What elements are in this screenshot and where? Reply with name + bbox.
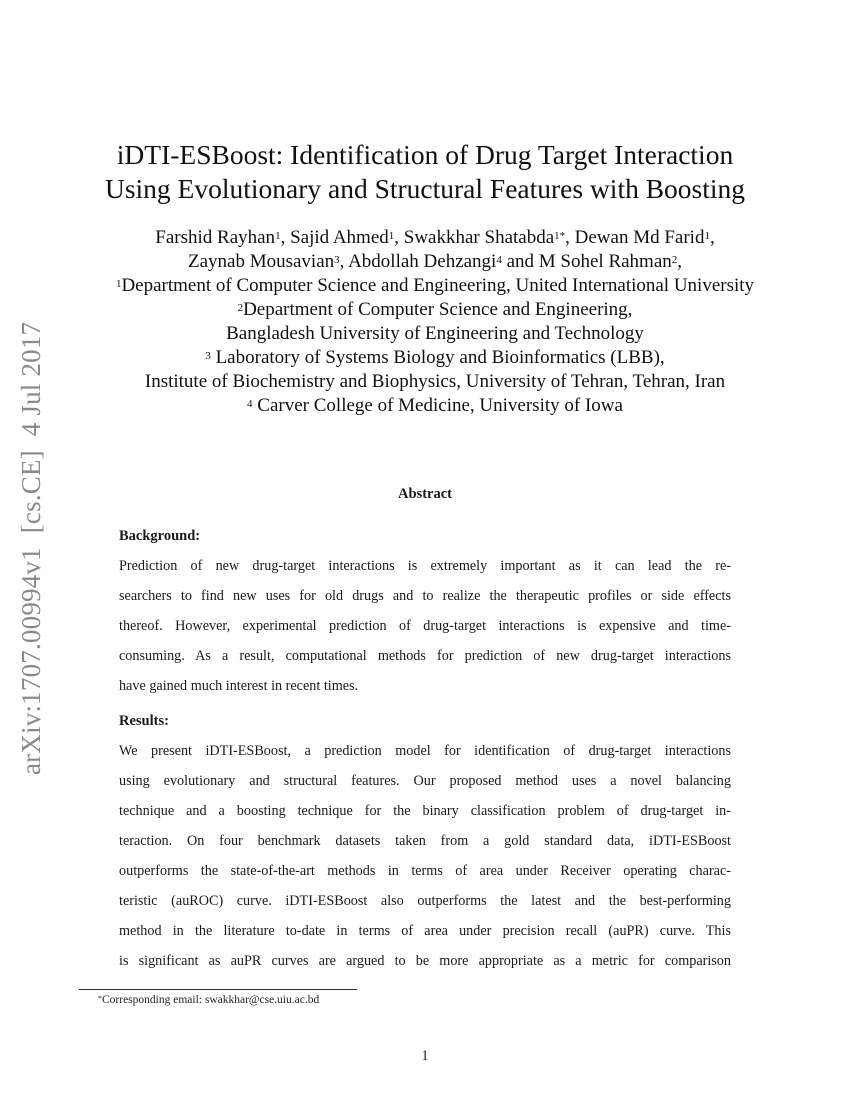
affiliation-text: Department of Computer Science and Engineering, bbox=[243, 299, 633, 320]
text-line: thereof. However, experimental prediction of drug-target interactions is expensive and time- bbox=[119, 618, 731, 634]
text-line: method in the literature to-date in terms of area under precision recall (auPR) curve. This bbox=[119, 923, 731, 939]
affiliation-text: Carver College of Medicine, University of Iowa bbox=[252, 395, 623, 416]
author-separator: , bbox=[394, 227, 404, 248]
text-line: have gained much interest in recent times. bbox=[119, 678, 359, 694]
results-paragraph bbox=[119, 736, 731, 976]
author-name: Dewan Md Farid bbox=[574, 227, 705, 248]
background-paragraph bbox=[119, 551, 731, 701]
results-heading: Results: bbox=[119, 713, 169, 729]
author-name: Abdollah Dehzangi bbox=[348, 251, 497, 272]
author-separator: , bbox=[709, 227, 715, 248]
results-section bbox=[119, 713, 731, 976]
text-line: teraction. On four benchmark datasets taken from a gold standard data, iDTI-ESBoost bbox=[119, 833, 731, 849]
affiliation-text: Laboratory of Systems Biology and Bioinformatics (LBB), bbox=[210, 347, 665, 368]
text-line: We present iDTI-ESBoost, a prediction model for identification of drug-target interactions bbox=[119, 743, 731, 759]
affiliation-2 bbox=[60, 298, 810, 322]
author-affiliation-marker: 3 bbox=[334, 254, 340, 266]
arxiv-identifier-stamp: arXiv:1707.00994v1 [cs.CE] 4 Jul 2017 bbox=[16, 321, 46, 775]
author-separator: , bbox=[280, 227, 291, 248]
author-affiliation-marker: 1 bbox=[388, 230, 395, 242]
title-line-2: Using Evolutionary and Structural Features with Boosting bbox=[104, 173, 746, 204]
affiliation-1 bbox=[60, 274, 810, 298]
text-line: teristic (auROC) curve. iDTI-ESBoost also outperforms the latest and the best-performing bbox=[119, 893, 731, 909]
affiliation-marker: 2 bbox=[237, 302, 244, 314]
text-line: Prediction of new drug-target interactions is extremely important as it can lead the re- bbox=[119, 558, 731, 574]
author-name: M Sohel Rahman bbox=[538, 251, 672, 272]
author-separator: , bbox=[677, 251, 683, 272]
text-line: searchers to find new uses for old drugs and to realize the therapeutic profiles or side effects bbox=[119, 588, 731, 604]
author-affiliation-marker: 1 bbox=[275, 230, 281, 242]
author-affiliation-marker: 2 bbox=[671, 254, 678, 266]
text-line: using evolutionary and structural features. Our proposed method uses a novel balancing bbox=[119, 773, 731, 789]
affiliation-2-continued bbox=[60, 322, 810, 346]
author-line-2 bbox=[60, 250, 810, 274]
author-line-1 bbox=[60, 226, 810, 250]
corresponding-email: Corresponding email: swakkhar@cse.uiu.ac.bd bbox=[102, 994, 320, 1006]
text-line: consuming. As a result, computational methods for prediction of new drug-target interactions bbox=[119, 648, 731, 664]
background-section bbox=[119, 528, 731, 701]
footnote-marker: * bbox=[98, 994, 102, 1003]
author-name: Swakkhar Shatabda bbox=[403, 227, 555, 248]
text-line: outperforms the state-of-the-art methods in terms of area under Receiver operating charac- bbox=[119, 863, 731, 879]
author-separator: , bbox=[565, 227, 575, 248]
author-separator: and bbox=[501, 251, 539, 272]
footnote bbox=[98, 994, 319, 1006]
footnote-divider bbox=[79, 989, 357, 990]
author-separator: , bbox=[339, 251, 349, 272]
affiliation-marker: 4 bbox=[247, 398, 253, 410]
affiliation-text: Institute of Biochemistry and Biophysics, University of Tehran, Tehran, Iran bbox=[144, 371, 726, 392]
author-affiliation-marker: 4 bbox=[496, 254, 502, 266]
affiliation-3-continued bbox=[60, 370, 810, 394]
affiliation-4 bbox=[60, 394, 810, 418]
affiliation-text: Bangladesh University of Engineering and Technology bbox=[226, 323, 644, 344]
affiliation-marker: 3 bbox=[205, 350, 211, 362]
background-heading: Background: bbox=[119, 528, 201, 544]
affiliation-text: Department of Computer Science and Engineering, United International University bbox=[121, 275, 755, 296]
text-line: is significant as auPR curves are argued to be more appropriate as a metric for comparison bbox=[119, 953, 731, 969]
author-affiliation-marker: 1* bbox=[554, 230, 566, 242]
page-number: 1 bbox=[421, 1048, 429, 1064]
author-block bbox=[60, 226, 810, 418]
author-affiliation-marker: 1 bbox=[704, 230, 710, 242]
author-name: Zaynab Mousavian bbox=[187, 251, 335, 272]
abstract-heading: Abstract bbox=[398, 486, 452, 502]
author-name: Farshid Rayhan bbox=[155, 227, 276, 248]
affiliation-3 bbox=[60, 346, 810, 370]
paper-title bbox=[60, 138, 790, 206]
text-line: technique and a boosting technique for the binary classification problem of drug-target in- bbox=[119, 803, 731, 819]
title-line-1: iDTI-ESBoost: Identification of Drug Target Interaction bbox=[116, 139, 734, 170]
author-name: Sajid Ahmed bbox=[290, 227, 389, 248]
affiliation-marker: 1 bbox=[115, 278, 122, 290]
